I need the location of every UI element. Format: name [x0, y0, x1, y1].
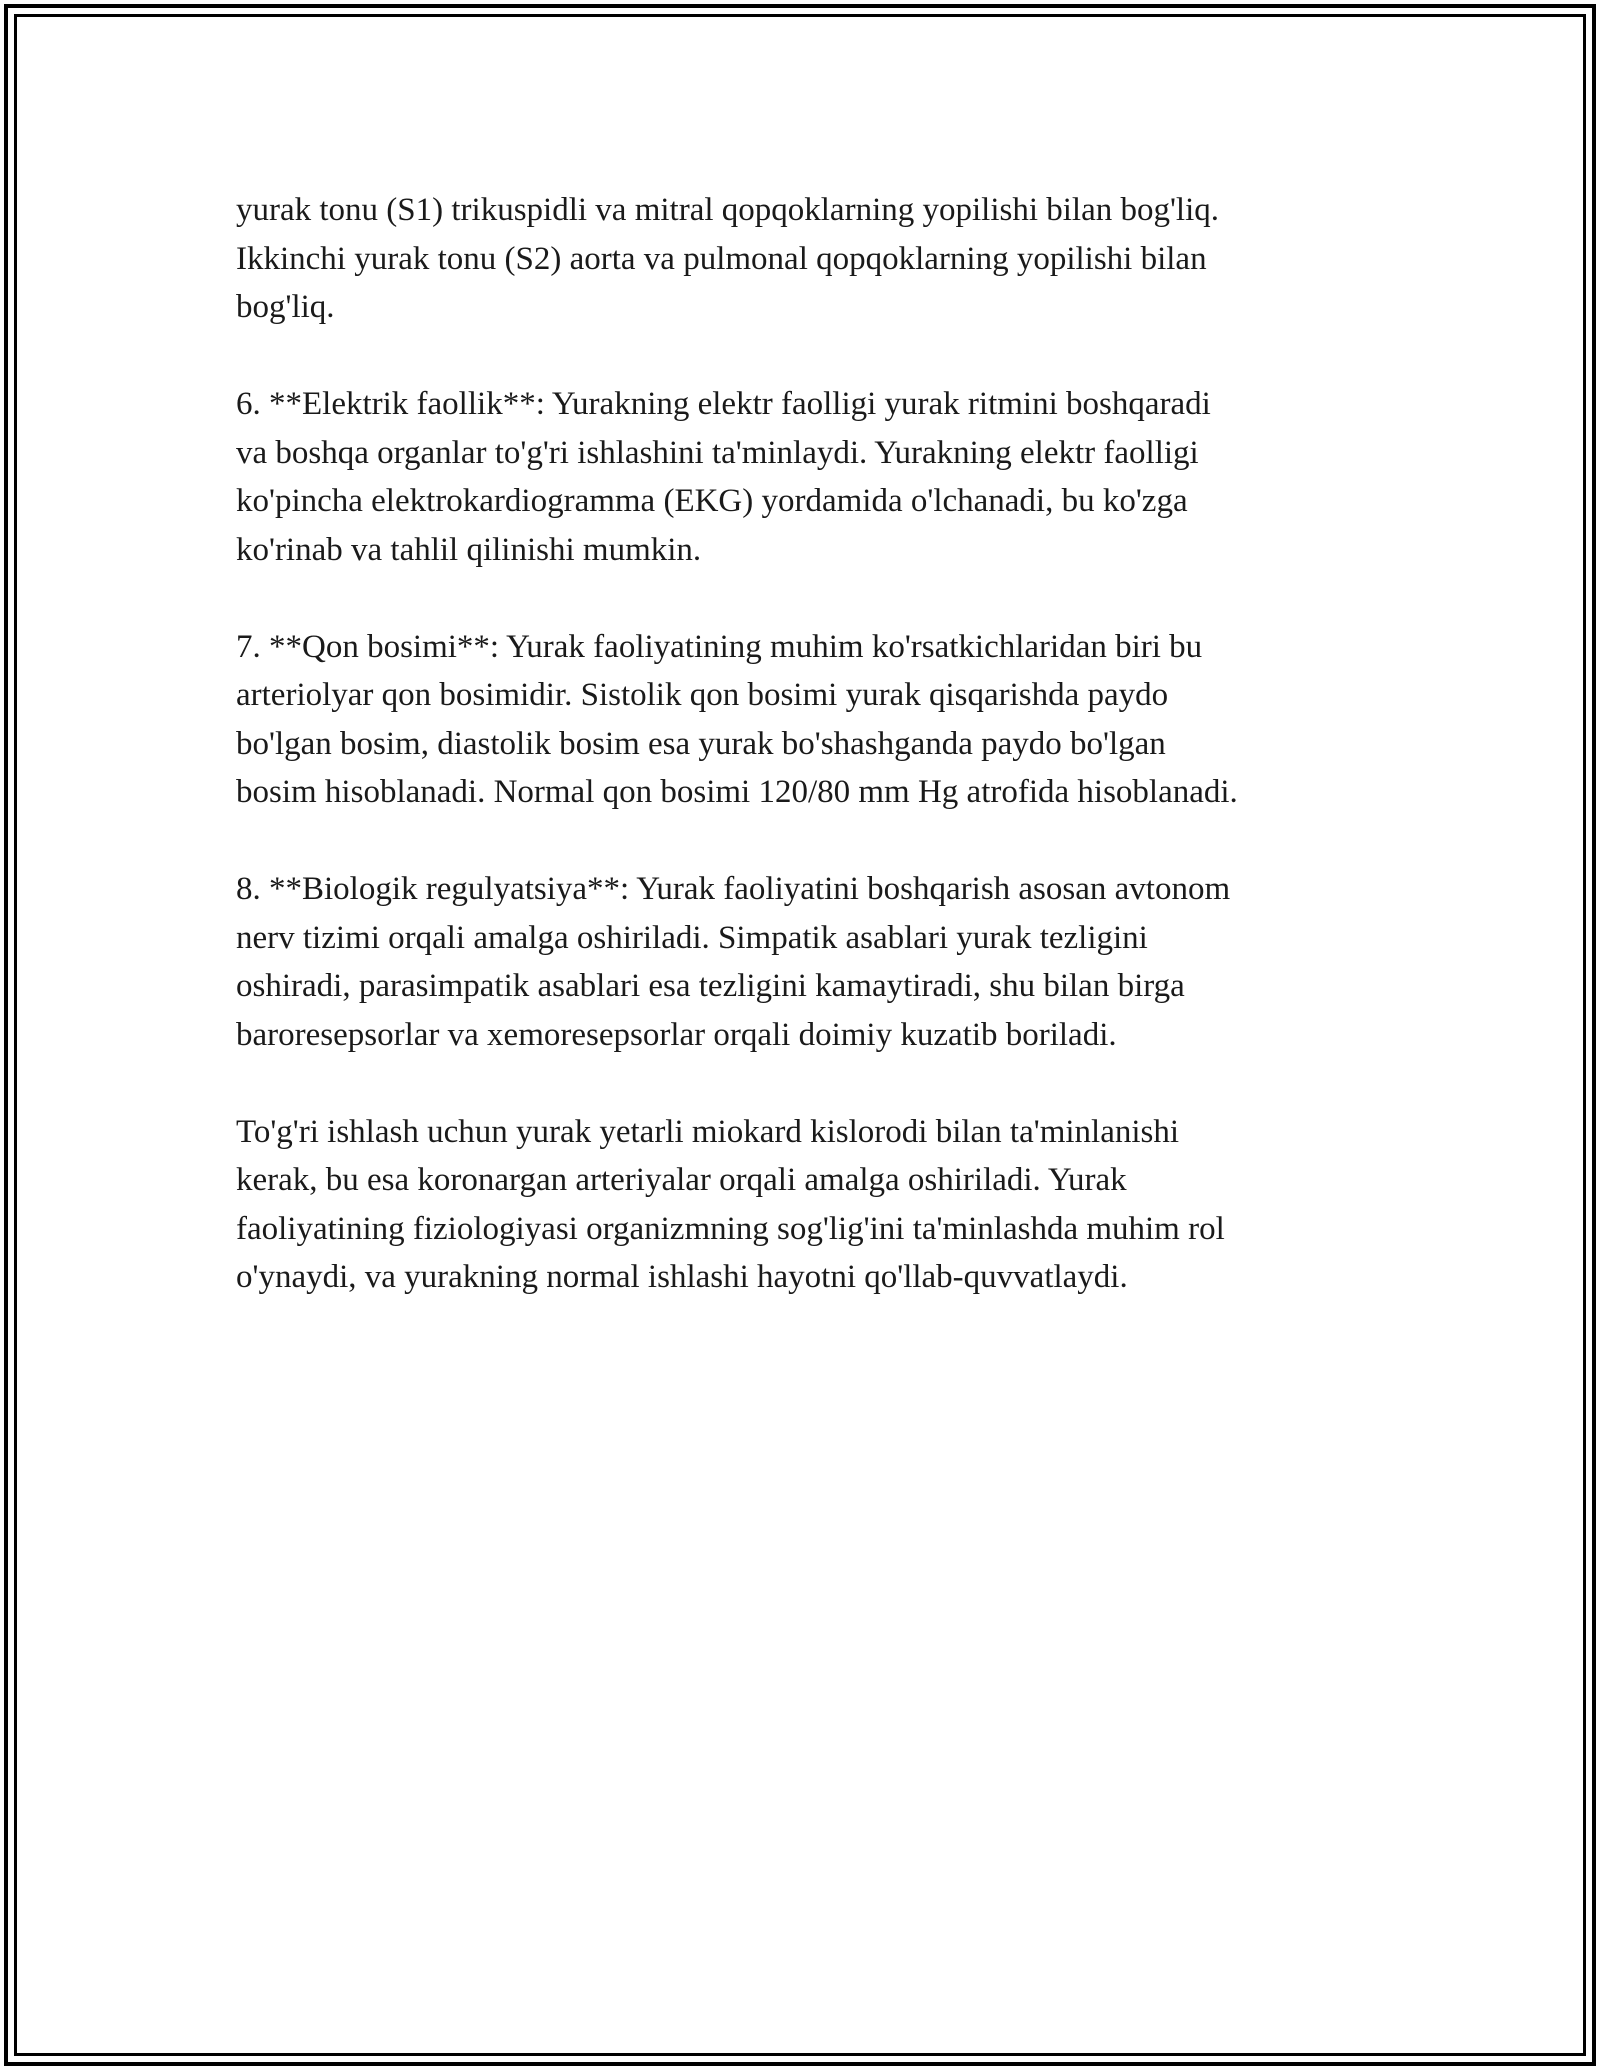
text-line: va boshqa organlar to'g'ri ishlashini ta'minlaydi. Yurakning elektr faolligi: [236, 434, 1199, 471]
text-line: ko'pincha elektrokardiogramma (EKG) yordamida o'lchanadi, bu ko'zga: [236, 483, 1188, 519]
text-line: 6. **Elektrik faollik**: Yurakning elektr faolligi yurak ritmini boshqaradi: [236, 386, 1211, 422]
text-line: bosim hisoblanadi. Normal qon bosimi 120/80 mm Hg atrofida hisoblanadi.: [236, 774, 1238, 810]
text-line: yurak tonu (S1) trikuspidli va mitral qopqoklarning yopilishi bilan bog'liq.: [236, 192, 1220, 228]
paragraph-conclusion: [236, 1108, 1366, 1302]
text-line: nerv tizimi orqali amalga oshiriladi. Simpatik asablari yurak tezligini: [236, 919, 1148, 956]
text-line: oshiradi, parasimpatik asablari esa tezligini kamaytiradi, shu bilan birga: [236, 968, 1185, 1004]
text-line: 7. **Qon bosimi**: Yurak faoliyatining muhim ko'rsatkichlaridan biri bu: [236, 628, 1203, 665]
document-body: [236, 186, 1366, 1350]
text-line: To'g'ri ishlash uchun yurak yetarli miokard kislorodi bilan ta'minlanishi: [236, 1113, 1180, 1150]
text-line: bog'liq.: [236, 289, 335, 325]
text-line: baroresepsorlar va xemoresepsorlar orqali doimiy kuzatib boriladi.: [236, 1016, 1117, 1053]
text-line: o'ynaydi, va yurakning normal ishlashi hayotni qo'llab-quvvatlaydi.: [236, 1259, 1128, 1295]
text-line: ko'rinab va tahlil qilinishi mumkin.: [236, 531, 702, 568]
text-line: bo'lgan bosim, diastolik bosim esa yurak bo'shashganda paydo bo'lgan: [236, 725, 1166, 762]
paragraph-blood-pressure: [236, 623, 1366, 817]
text-line: arteriolyar qon bosimidir. Sistolik qon bosimi yurak qisqarishda paydo: [236, 677, 1169, 713]
text-line: kerak, bu esa koronargan arteriyalar orqali amalga oshiriladi. Yurak: [236, 1162, 1127, 1198]
paragraph-electrical-activity: [236, 380, 1366, 574]
text-line: Ikkinchi yurak tonu (S2) aorta va pulmonal qopqoklarning yopilishi bilan: [236, 240, 1207, 277]
text-line: faoliyatining fiziologiyasi organizmning sog'lig'ini ta'minlashda muhim rol: [236, 1210, 1225, 1247]
paragraph-biological-regulation: [236, 865, 1366, 1059]
paragraph-heart-sounds: [236, 186, 1366, 332]
text-line: 8. **Biologik regulyatsiya**: Yurak faoliyatini boshqarish asosan avtonom: [236, 871, 1231, 907]
